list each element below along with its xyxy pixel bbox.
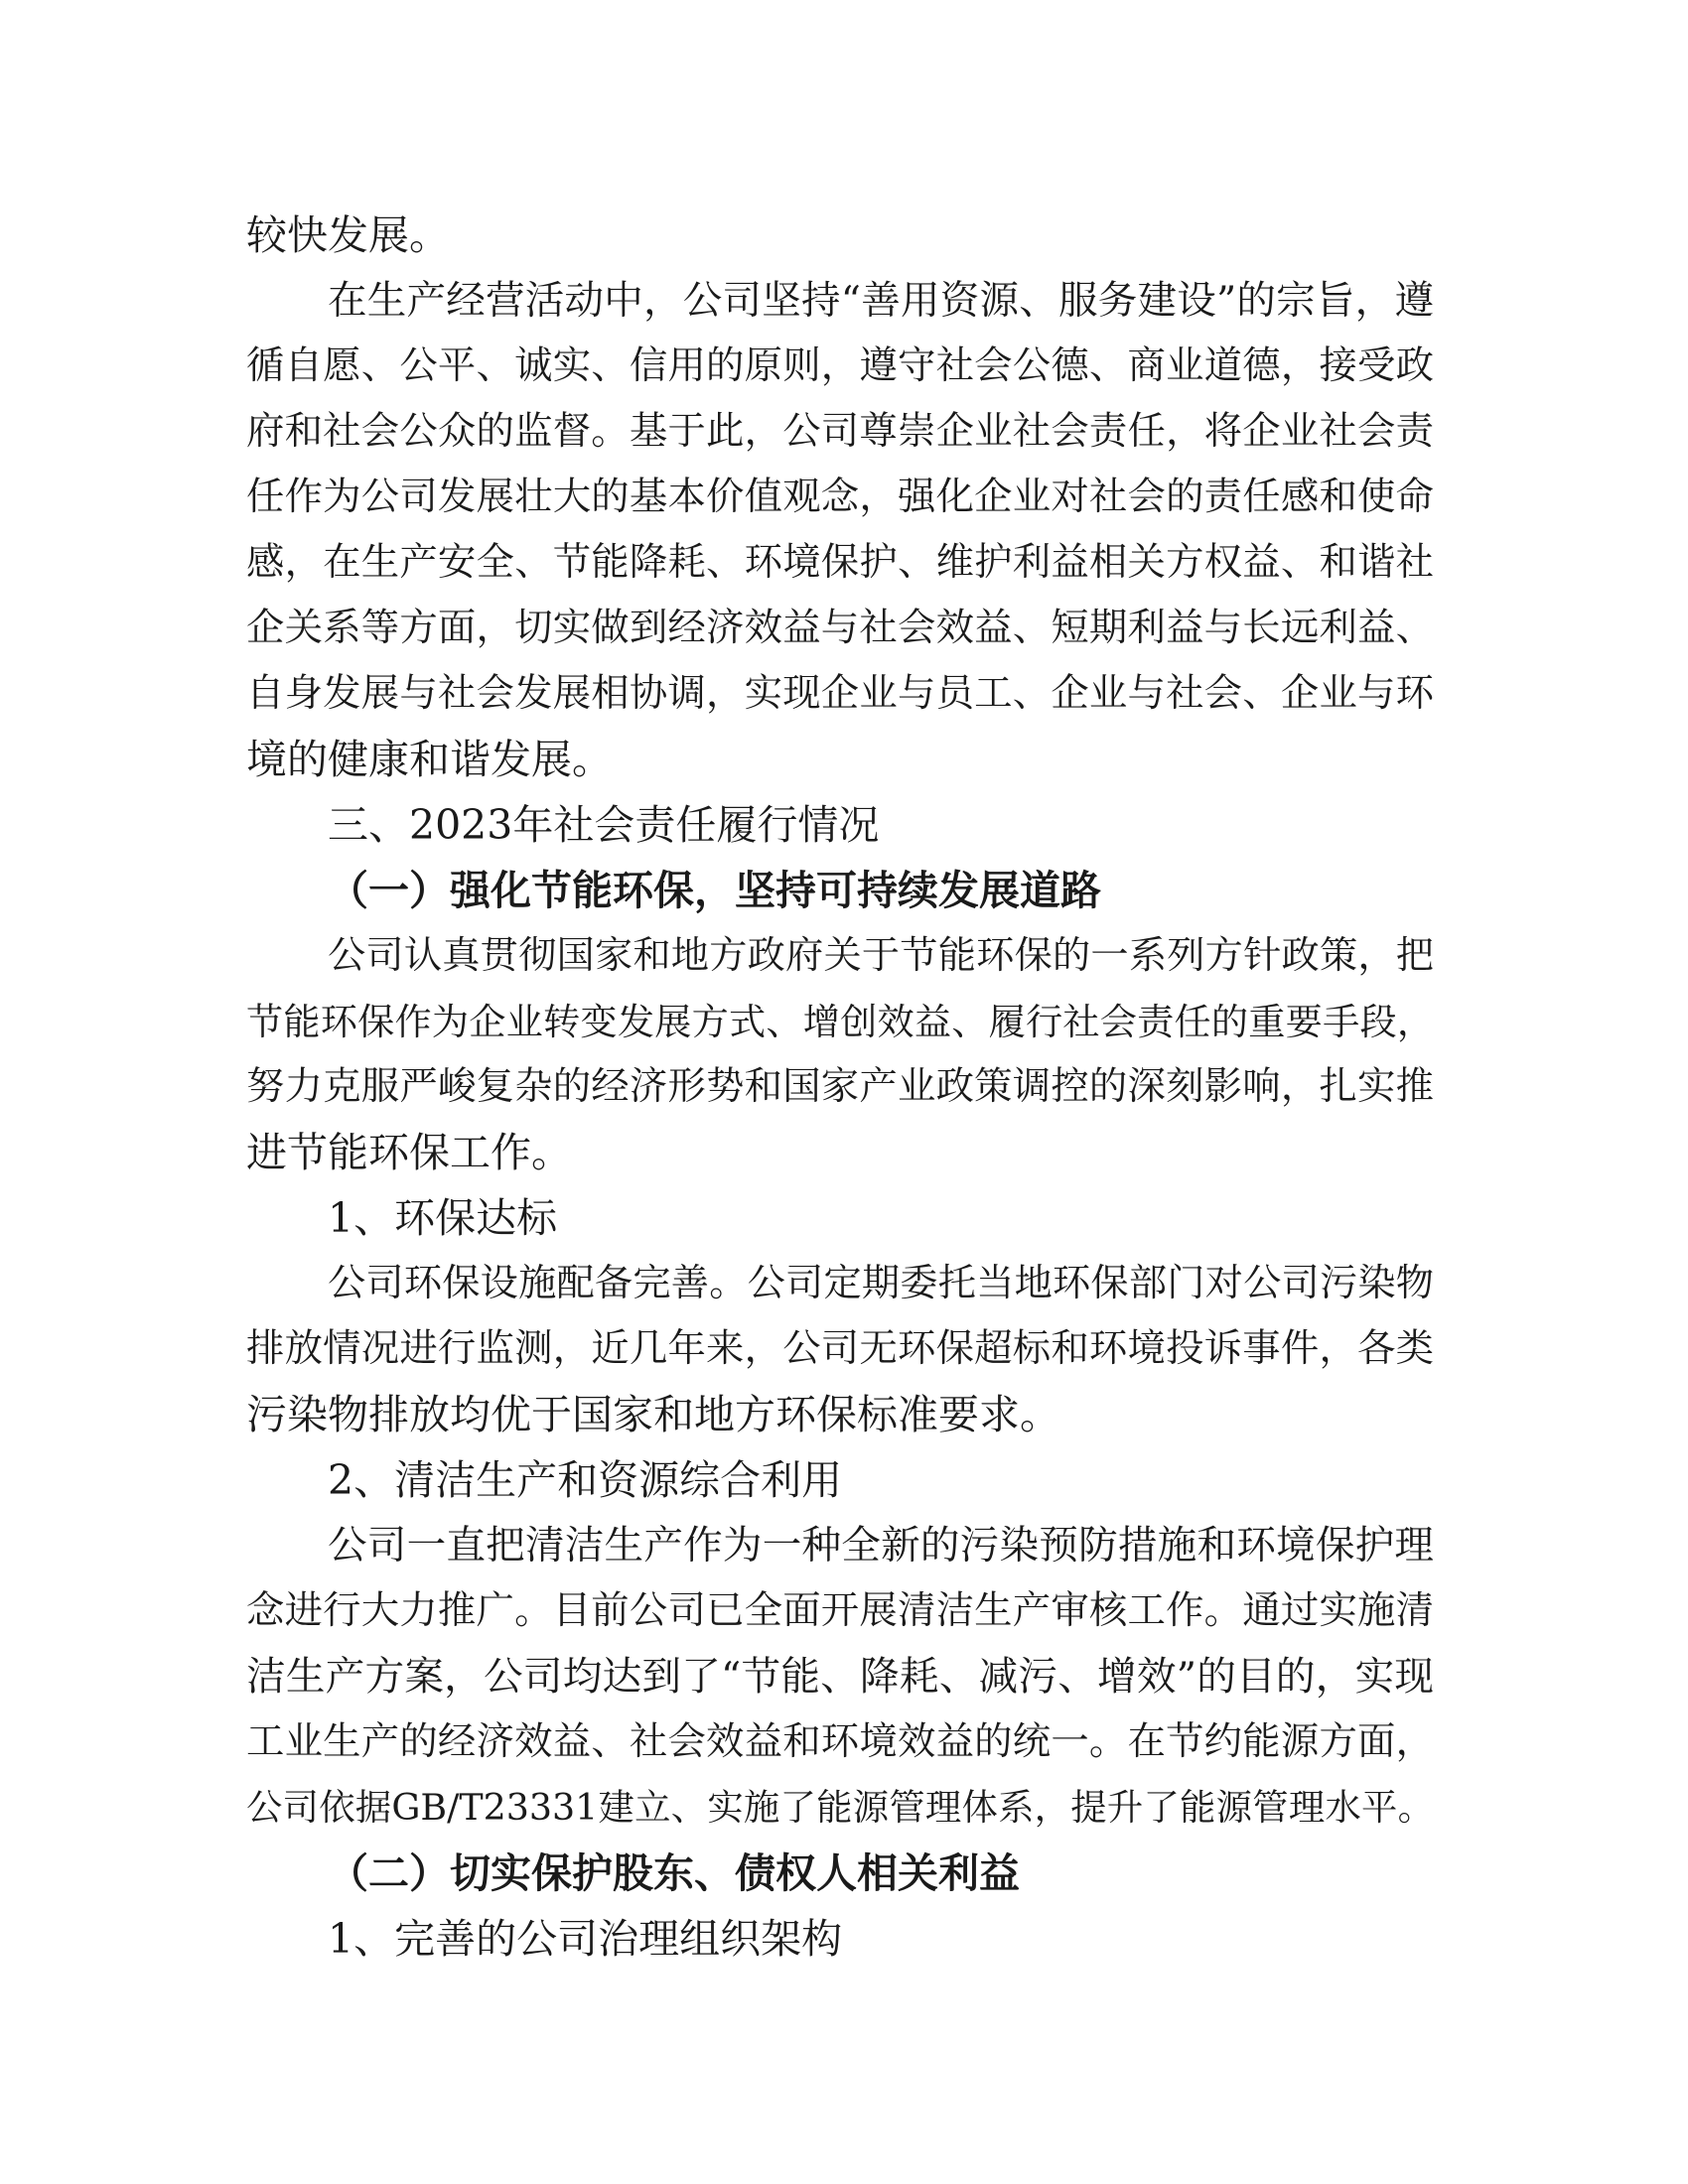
text-line: 进节能环保工作。 xyxy=(246,1129,572,1176)
subsection-heading: （一）强化节能环保，坚持可持续发展道路 xyxy=(328,867,1101,914)
text-line: 公司认真贯彻国家和地方政府关于节能环保的一系列方针政策，把 xyxy=(328,934,1434,978)
text-line: 自身发展与社会发展相协调，实现企业与员工、企业与社会、企业与环 xyxy=(246,671,1434,716)
text-line: 公司依据GB/T23331建立、实施了能源管理体系，提升了能源管理水平。 xyxy=(246,1786,1434,1829)
item-heading: 1、完善的公司治理组织架构 xyxy=(328,1915,843,1963)
item-heading: 2、清洁生产和资源综合利用 xyxy=(328,1456,843,1504)
text-line: 念进行大力推广。目前公司已全面开展清洁生产审核工作。通过实施清 xyxy=(246,1588,1434,1633)
text-line: 公司一直把清洁生产作为一种全新的污染预防措施和环境保护理 xyxy=(328,1523,1434,1569)
text-line: 排放情况进行监测，近几年来，公司无环保超标和环境投诉事件，各类 xyxy=(246,1326,1434,1371)
text-line: 任作为公司发展壮大的基本价值观念，强化企业对社会的责任感和使命 xyxy=(246,475,1434,519)
document-page xyxy=(246,203,1434,1972)
text-line: 感，在生产安全、节能降耗、环境保护、维护利益相关方权益、和谐社 xyxy=(246,540,1434,585)
text-line: 努力克服严峻复杂的经济形势和国家产业政策调控的深刻影响，扎实推 xyxy=(246,1064,1434,1109)
text-line: 府和社会公众的监督。基于此，公司尊崇企业社会责任，将企业社会责 xyxy=(246,409,1434,454)
text-line: 公司环保设施配备完善。公司定期委托当地环保部门对公司污染物 xyxy=(328,1262,1434,1305)
subsection-heading: （二）切实保护股东、债权人相关利益 xyxy=(328,1849,1020,1897)
text-line: 境的健康和谐发展。 xyxy=(246,736,613,783)
text-line: 节能环保作为企业转变发展方式、增创效益、履行社会责任的重要手段， xyxy=(246,1000,1434,1043)
text-line: 工业生产的经济效益、社会效益和环境效益的统一。在节约能源方面， xyxy=(246,1719,1434,1764)
text-line: 循自愿、公平、诚实、信用的原则，遵守社会公德、商业道德，接受政 xyxy=(246,343,1434,388)
text-line: 企关系等方面，切实做到经济效益与社会效益、短期利益与长远利益、 xyxy=(246,606,1434,650)
text-line: 在生产经营活动中，公司坚持“善用资源、服务建设”的宗旨，遵 xyxy=(328,278,1434,324)
section-heading: 三、2023年社会责任履行情况 xyxy=(328,801,880,849)
text-line: 污染物排放均优于国家和地方环保标准要求。 xyxy=(246,1391,1060,1438)
item-heading: 1、环保达标 xyxy=(328,1194,558,1242)
text-line: 洁生产方案，公司均达到了“节能、降耗、减污、增效”的目的，实现 xyxy=(246,1654,1434,1700)
text-line: 较快发展。 xyxy=(246,211,450,259)
